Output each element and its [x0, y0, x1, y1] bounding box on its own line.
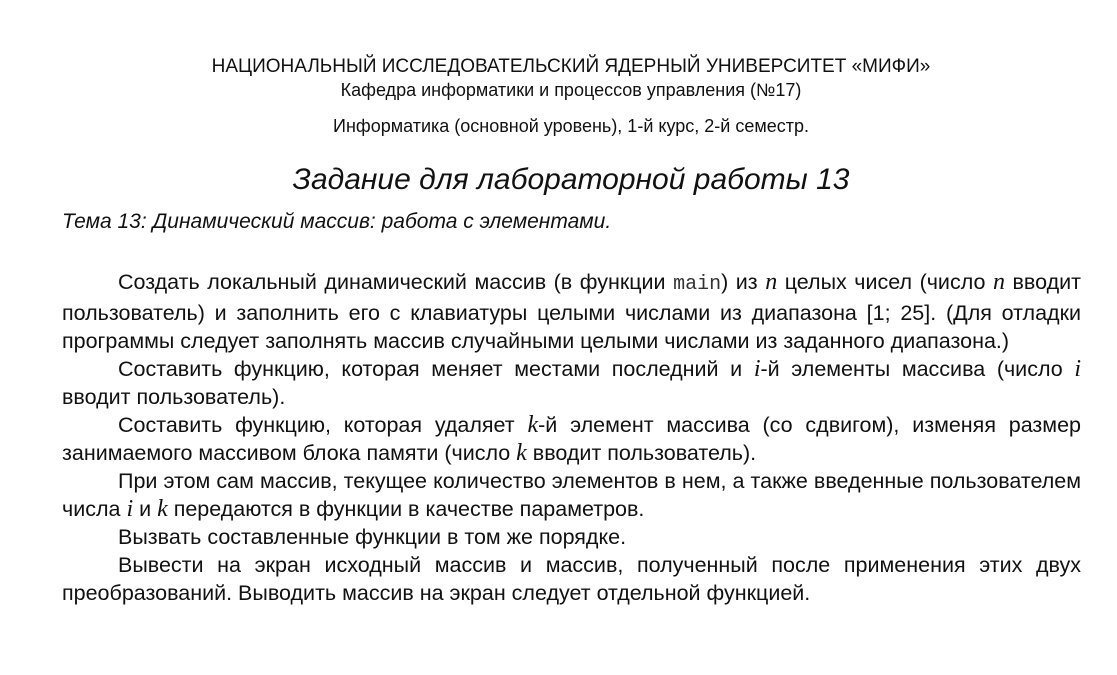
text-span: вводит пользователь).	[62, 385, 286, 409]
variable-i: i	[753, 356, 761, 382]
paragraph-delete-function	[62, 411, 1081, 467]
variable-i: i	[1074, 356, 1081, 382]
paragraph-parameters	[62, 467, 1081, 523]
variable-n: n	[992, 269, 1005, 295]
text-span: целых чисел (число	[777, 270, 993, 294]
paragraph-call-order: Вызвать составленные функции в том же порядке.	[118, 525, 627, 549]
assignment-topic: Тема 13: Динамический массив: работа с элементами.	[62, 210, 612, 233]
course-info: Информатика (основной уровень), 1-й курс, 2-й семестр.	[333, 116, 809, 136]
variable-k: k	[516, 440, 527, 466]
assignment-title: Задание для лабораторной работы 13	[292, 163, 850, 196]
variable-k: k	[157, 496, 168, 522]
variable-i: i	[126, 496, 134, 522]
text-span: вводит пользователь) и заполнить его с клавиатуры целыми числами из диапазона [1; 25]. (Для отладки программы следует заполнять массив случайными целыми числами из заданного диапазона.)	[62, 270, 1081, 353]
code-main: main	[673, 273, 722, 296]
text-span: Создать локальный динамический массив (в функции	[118, 270, 674, 294]
text-span: вводит пользователь).	[526, 441, 757, 465]
text-span: -й элементы массива (число	[760, 357, 1075, 381]
text-span: ) из	[721, 270, 766, 294]
department-name: Кафедра информатики и процессов управления (№17)	[340, 80, 802, 100]
text-span: Составить функцию, которая меняет местами последний и	[118, 357, 754, 381]
text-span: передаются в функции в качестве параметров.	[167, 497, 645, 521]
text-span: -й элемент массива (со сдвигом), изменяя размер занимаемого массивом блока памяти (число	[62, 413, 1081, 465]
variable-k: k	[527, 412, 539, 438]
variable-n: n	[765, 269, 778, 295]
assignment-body	[62, 268, 1081, 607]
text-span: и	[133, 497, 158, 521]
university-name: НАЦИОНАЛЬНЫЙ ИССЛЕДОВАТЕЛЬСКИЙ ЯДЕРНЫЙ УНИВЕРСИТЕТ «МИФИ»	[211, 56, 931, 77]
paragraph-swap-function	[62, 355, 1081, 411]
text-span: Составить функцию, которая удаляет	[118, 413, 528, 437]
paragraph-create-array	[62, 268, 1081, 355]
text-span: При этом сам массив, текущее количество элементов в нем, а также введенные пользователем числа	[62, 469, 1081, 521]
paragraph-output: Вывести на экран исходный массив и массив, полученный после применения этих двух преобразований. Выводить массив на экран следует отдельной функцией.	[62, 553, 1081, 605]
